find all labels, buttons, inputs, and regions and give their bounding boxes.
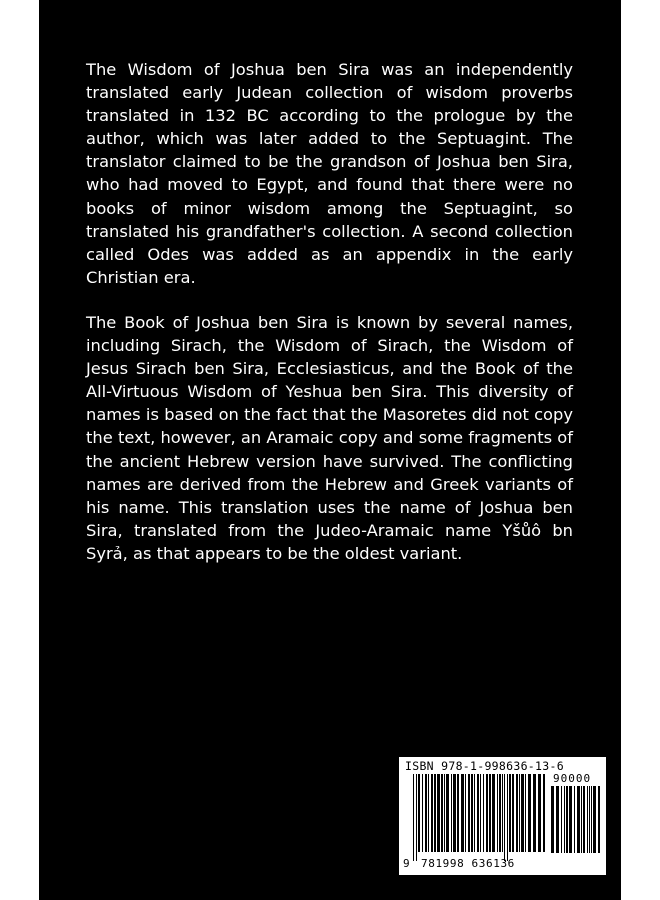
- isbn-barcode: [399, 757, 606, 875]
- ean-lead-digit: 9: [403, 857, 410, 870]
- barcode-bar: [474, 774, 475, 852]
- barcode-bar: [468, 774, 470, 852]
- barcode-bar: [453, 774, 456, 852]
- barcode-bar: [416, 774, 417, 861]
- barcode-bar: [492, 774, 495, 852]
- barcode-bar: [461, 774, 464, 852]
- barcode-bar: [497, 774, 498, 852]
- barcode-bar: [533, 774, 536, 852]
- addon-price-code: 90000: [553, 772, 592, 785]
- barcode-bar: [444, 774, 445, 852]
- barcode-bar: [519, 774, 520, 852]
- barcode-bar: [471, 774, 473, 852]
- barcode-bar: [569, 786, 572, 853]
- barcode-bar: [434, 774, 436, 852]
- barcode-bar: [425, 774, 427, 852]
- barcode-bar: [477, 774, 479, 852]
- barcode-bar: [483, 774, 484, 852]
- barcode-bar: [538, 774, 541, 852]
- barcode-bar: [437, 774, 440, 852]
- barcode-bar: [480, 774, 481, 852]
- barcode-bar: [489, 774, 491, 852]
- barcode-bar: [574, 786, 575, 853]
- barcode-bar: [593, 786, 596, 853]
- barcode-bar: [583, 786, 585, 853]
- barcode-bar: [556, 786, 559, 853]
- barcode-bar: [413, 774, 414, 861]
- barcode-bar: [465, 774, 466, 852]
- barcode-bar: [507, 774, 508, 861]
- barcode-bar: [521, 774, 524, 852]
- barcode-bar: [499, 774, 501, 852]
- barcode-bar: [502, 774, 503, 852]
- barcode-bar: [451, 774, 452, 852]
- barcode-bar: [581, 786, 582, 853]
- barcode-bar: [589, 786, 590, 853]
- barcode-bar: [509, 774, 511, 852]
- barcode-bar: [587, 786, 588, 853]
- ean-digits: 781998 636136: [421, 857, 515, 870]
- book-back-cover: [39, 0, 621, 900]
- blurb-text: [86, 58, 573, 587]
- barcode-bar: [577, 786, 580, 853]
- barcode-bar: [598, 786, 600, 853]
- ean13-bars: [413, 774, 547, 861]
- barcode-bar: [566, 786, 568, 853]
- barcode-bar: [486, 774, 488, 852]
- barcode-bar: [504, 774, 505, 861]
- barcode-bar: [528, 774, 531, 852]
- barcode-bar: [512, 774, 514, 852]
- barcode-bar: [543, 774, 545, 852]
- barcode-bar: [422, 774, 423, 852]
- barcode-bar: [428, 774, 429, 852]
- isbn-label: ISBN 978-1-998636-13-6: [405, 759, 564, 773]
- barcode-bar: [551, 786, 554, 853]
- barcode-bar: [446, 774, 449, 852]
- barcode-bar: [418, 774, 420, 852]
- barcode-bar: [431, 774, 433, 852]
- barcode-bar: [525, 774, 526, 852]
- addon-bars: [551, 786, 601, 862]
- barcode-bar: [591, 786, 592, 853]
- barcode-bar: [564, 786, 565, 853]
- barcode-bar: [457, 774, 459, 852]
- blurb-paragraph-2: The Book of Joshua ben Sira is known by several names, including Sirach, the Wisdom of Sirach, the Wisdom of Jesus Sirach ben Sira, Ecclesiasticus, and the Book of the All-Virtuous Wisdom of Yeshua ben Sira. This diversity of names is based on the fact that the Masoretes did not copy the text, however, an Aramaic copy and some fragments of the ancient Hebrew version have survived. The conflicting names are derived from the Hebrew and Greek variants of his name. This translation uses the name of Joshua ben Sira, translated from the Judeo-Aramaic name Yšůô bn Syrả, as that appears to be the oldest variant.: [86, 312, 573, 563]
- barcode-bar: [516, 774, 518, 852]
- barcode-bar: [561, 786, 562, 853]
- blurb-paragraph-1: The Wisdom of Joshua ben Sira was an independently translated early Judean collection of wisdom proverbs translated in 132 BC according to the prologue by the author, which was later added to the Septuagint. The translator claimed to be the grandson of Joshua ben Sira, who had moved to Egypt, and found that there were no books of minor wisdom among the Septuagint, so translated his grandfather's collection. A second collection called Odes was added as an appendix in the early Christian era.: [86, 60, 573, 287]
- barcode-bar: [441, 774, 443, 852]
